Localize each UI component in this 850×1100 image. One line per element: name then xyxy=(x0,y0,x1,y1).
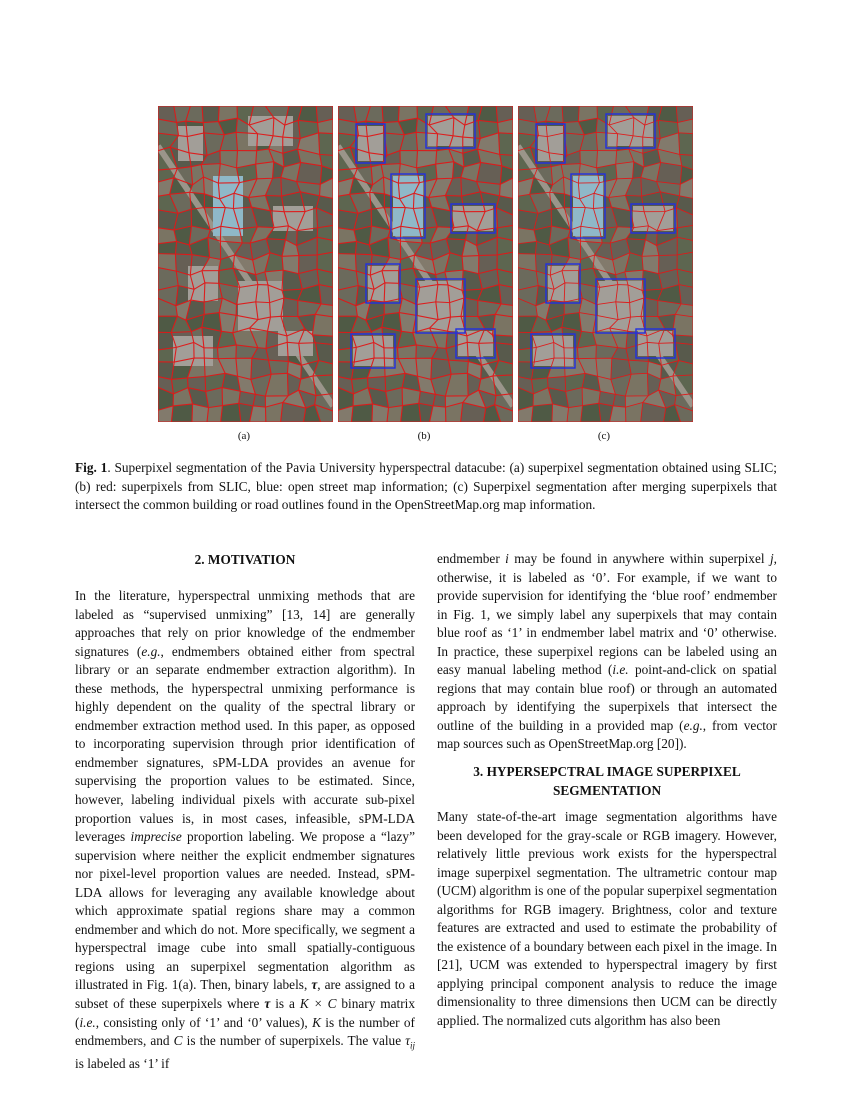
terrain-cell xyxy=(449,360,469,374)
figure-panel-a xyxy=(158,106,333,422)
section-3-paragraph: Many state-of-the-art image segmentation algorithms have been developed for the gray-scale or RGB imagery. However, relatively little previous work exists for the hyperspectral image superpixel segmentation. The ultrametric contour map (UCM) algorithm is one of the popular superpixel segmentation algorithms for RGB imagery. Brightness, color and texture features are extracted and used to estimate the probability of the existence of a boundary between each pixel in the image. In [21], UCM was extended to hyperspectral imagery by first applying principal component analysis to reduce the image dimensionality to three dimensions then UCM can be directly applied. The normalized cuts algorithm has also been xyxy=(437,809,777,1029)
terrain-cell xyxy=(269,360,289,374)
section-2-body xyxy=(75,587,415,1074)
figure-caption xyxy=(75,459,777,515)
terrain-cell xyxy=(616,162,634,179)
terrain-cell xyxy=(401,403,421,422)
right-column-paragraph: endmember i may be found in anywhere within superpixel j, otherwise, it is labeled as ‘0’. For example, if we want to provide supervision for identifying the ‘blue roof’ endmember in Fig. 1, we simply label any superpixels that may contain blue roof as ‘1’ in endmember label matrix and ‘0’ otherwise. In practice, these superpixel regions can be labeled using an easy manual labeling method (i.e. point-and-click on spatial regions that may contain blue roof) or through an automated approach by identifying the superpixels that intersect the outline of the building in a provided map (e.g., from vector map sources such as OpenStreetMap.org [20]). xyxy=(437,551,777,752)
subfigure-label-c: (c) xyxy=(597,430,611,442)
caption-text: . Superpixel segmentation of the Pavia University hyperspectral datacube: (a) superpixel segmentation obtained using SLIC; (b) red: superpixels from SLIC, blue: open street map information; (c) Superpixel segmentation after merging superpixels that intersect the common building or road outlines found in the OpenStreetMap.org map information. xyxy=(75,460,777,512)
terrain-cell xyxy=(221,403,241,422)
panel-c-scene xyxy=(518,106,693,422)
terrain-cell xyxy=(567,406,582,422)
subfigure-label-a: (a) xyxy=(237,430,251,442)
terrain-cell xyxy=(436,162,454,179)
panel-b-scene xyxy=(338,106,513,422)
terrain-cell xyxy=(351,404,372,422)
building xyxy=(358,126,383,161)
section-3-body xyxy=(437,808,777,1031)
terrain-cell xyxy=(171,404,192,422)
panel-a-scene xyxy=(158,106,333,422)
terrain-cell xyxy=(319,133,333,156)
terrain-cell xyxy=(382,106,399,123)
subfigure-label-b: (b) xyxy=(417,430,431,442)
figure-panel-b xyxy=(338,106,513,422)
terrain-cell xyxy=(256,162,274,179)
terrain-cell xyxy=(531,404,552,422)
terrain-cell xyxy=(629,360,649,374)
figure-panel-c xyxy=(518,106,693,422)
panel-a-image xyxy=(158,106,333,422)
terrain-cell xyxy=(581,403,601,422)
terrain-cell xyxy=(312,314,333,336)
section-3-heading-line-1: 3. HYPERSEPCTRAL IMAGE SUPERPIXEL xyxy=(473,764,741,779)
building xyxy=(538,126,563,161)
section-3-heading xyxy=(437,763,777,800)
section-2-paragraph: In the literature, hyperspectral unmixing methods that are labeled as “supervised unmixing” [13, 14] are generally approaches that rely on prior knowledge of the endmember signatures (e.g., endmembers obtained either from spectral library or an separate endmember extraction algorithm). In these methods, the hyperspectral unmixing performance is highly dependent on the quality of the spectral library or endmember extraction method used. In this paper, as opposed to incorporating supervision through prior identification of endmember signatures, sPM-LDA provides an avenue for supervising the proportion values to be estimated. Since, however, labeling individual pixels with accurate sub-pixel proportion values is, in most cases, infeasible, sPM-LDA leverages imprecise proportion labeling. We propose a “lazy” supervision where neither the explicit endmember signatures nor pixel-level proportion values are needed. Instead, sPM-LDA allows for leveraging any available knowledge about which approximate spatial regions share may a common endmember and which do not. More specifically, we segment a hyperspectral image cube into small spatially-contiguous regions using an superpixel segmentation algorithm as illustrated in Fig. 1(a). Then, binary labels, τ, are assigned to a subset of these superpixels where τ is a K × C binary matrix (i.e., consisting only of ‘1’ and ‘0’ values), K is the number of endmembers, and C is the number of superpixels. The value $\tau_{ij}$ is labeled as ‘1’ if xyxy=(75,588,416,1072)
section-3-heading-line-2: SEGMENTATION xyxy=(552,782,662,798)
terrain-cell xyxy=(202,106,219,123)
caption-title: Fig. 1 xyxy=(75,460,108,475)
panel-b-image xyxy=(338,106,513,422)
section-2-continued xyxy=(437,550,777,754)
terrain-cell xyxy=(562,106,579,123)
panel-c-image xyxy=(518,106,693,422)
terrain-cell xyxy=(679,133,693,156)
building xyxy=(178,126,203,161)
section-2-heading: 2. MOTIVATION xyxy=(194,552,296,567)
terrain-cell xyxy=(499,133,513,156)
